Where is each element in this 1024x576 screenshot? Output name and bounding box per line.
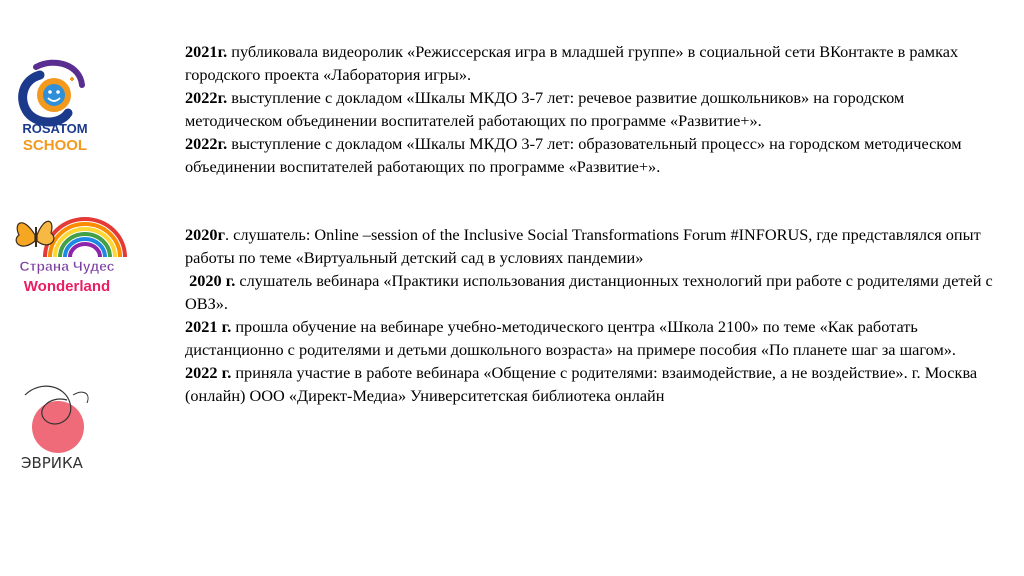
wonderland-logo-line2: Wonderland <box>23 278 111 295</box>
entry-year: 2022 г. <box>185 363 232 382</box>
entry-text: публиковала видеоролик «Режиссерская игра в младшей группе» в социальной сети ВКонтакте в рамках городского проекта «Лаборатория игры». <box>185 42 959 84</box>
entry-2022-speech-speech-dev <box>185 86 995 132</box>
rosatom-logo-line2: SCHOOL <box>22 137 88 154</box>
entry-year: 2020 г. <box>185 271 236 290</box>
entry-text: прошла обучение на вебинаре учебно-методического центра «Школа 2100» по теме «Как работать дистанционно с родителями и детьми дошкольного возраста» на примере пособия «По планете шаг за шагом». <box>185 317 956 359</box>
entry-text: выступление с докладом «Шкалы МКДО 3-7 лет: образовательный процесс» на городском методическом объединении воспитателей работающих по программе «Развитие+». <box>185 134 962 176</box>
entry-year: 2022г. <box>185 134 228 153</box>
entry-2021-video <box>185 40 995 86</box>
wonderland-logo <box>5 205 130 300</box>
entry-text: слушатель вебинара «Практики использования дистанционных технологий при работе с родителями детей с ОВЗ». <box>185 271 997 313</box>
butterfly-icon <box>16 221 54 247</box>
entry-2020-webinar <box>185 269 995 315</box>
rosatom-school-logo <box>10 55 100 160</box>
entry-year: 2022г. <box>185 88 228 107</box>
entry-text: выступление с докладом «Шкалы МКДО 3-7 лет: речевое развитие дошкольников» на городском методическом объединении воспитателей работающих по программе «Развитие+». <box>185 88 905 130</box>
entry-year: 2021 г. <box>185 317 232 336</box>
wonderland-logo-line1: Страна Чудес <box>19 258 115 274</box>
activity-block-webinars <box>185 223 995 407</box>
entry-2021-training <box>185 315 995 361</box>
entry-2022-webinar <box>185 361 995 407</box>
entry-year: 2021г. <box>185 42 228 61</box>
evrika-logo-label: ЭВРИКА <box>21 454 83 472</box>
entry-text: приняла участие в работе вебинара «Общение с родителями: взаимодействие, а не воздействие». г. Москва (онлайн) ООО «Директ-Медиа» Университетская библиотека онлайн <box>185 363 978 405</box>
rosatom-logo-line1: ROSATOM <box>22 121 88 136</box>
activity-block-presentations <box>185 40 995 178</box>
evrika-logo <box>15 375 95 475</box>
entry-text: . слушатель: Online –session of the Inclusive Social Transformations Forum #INFORUS, где представлялся опыт работы по теме «Виртуальный детский сад в условиях пандемии» <box>185 225 981 267</box>
entry-year: 2020г <box>185 225 225 244</box>
entry-2020-inforus <box>185 223 995 269</box>
entry-2022-speech-edu-process <box>185 132 995 178</box>
